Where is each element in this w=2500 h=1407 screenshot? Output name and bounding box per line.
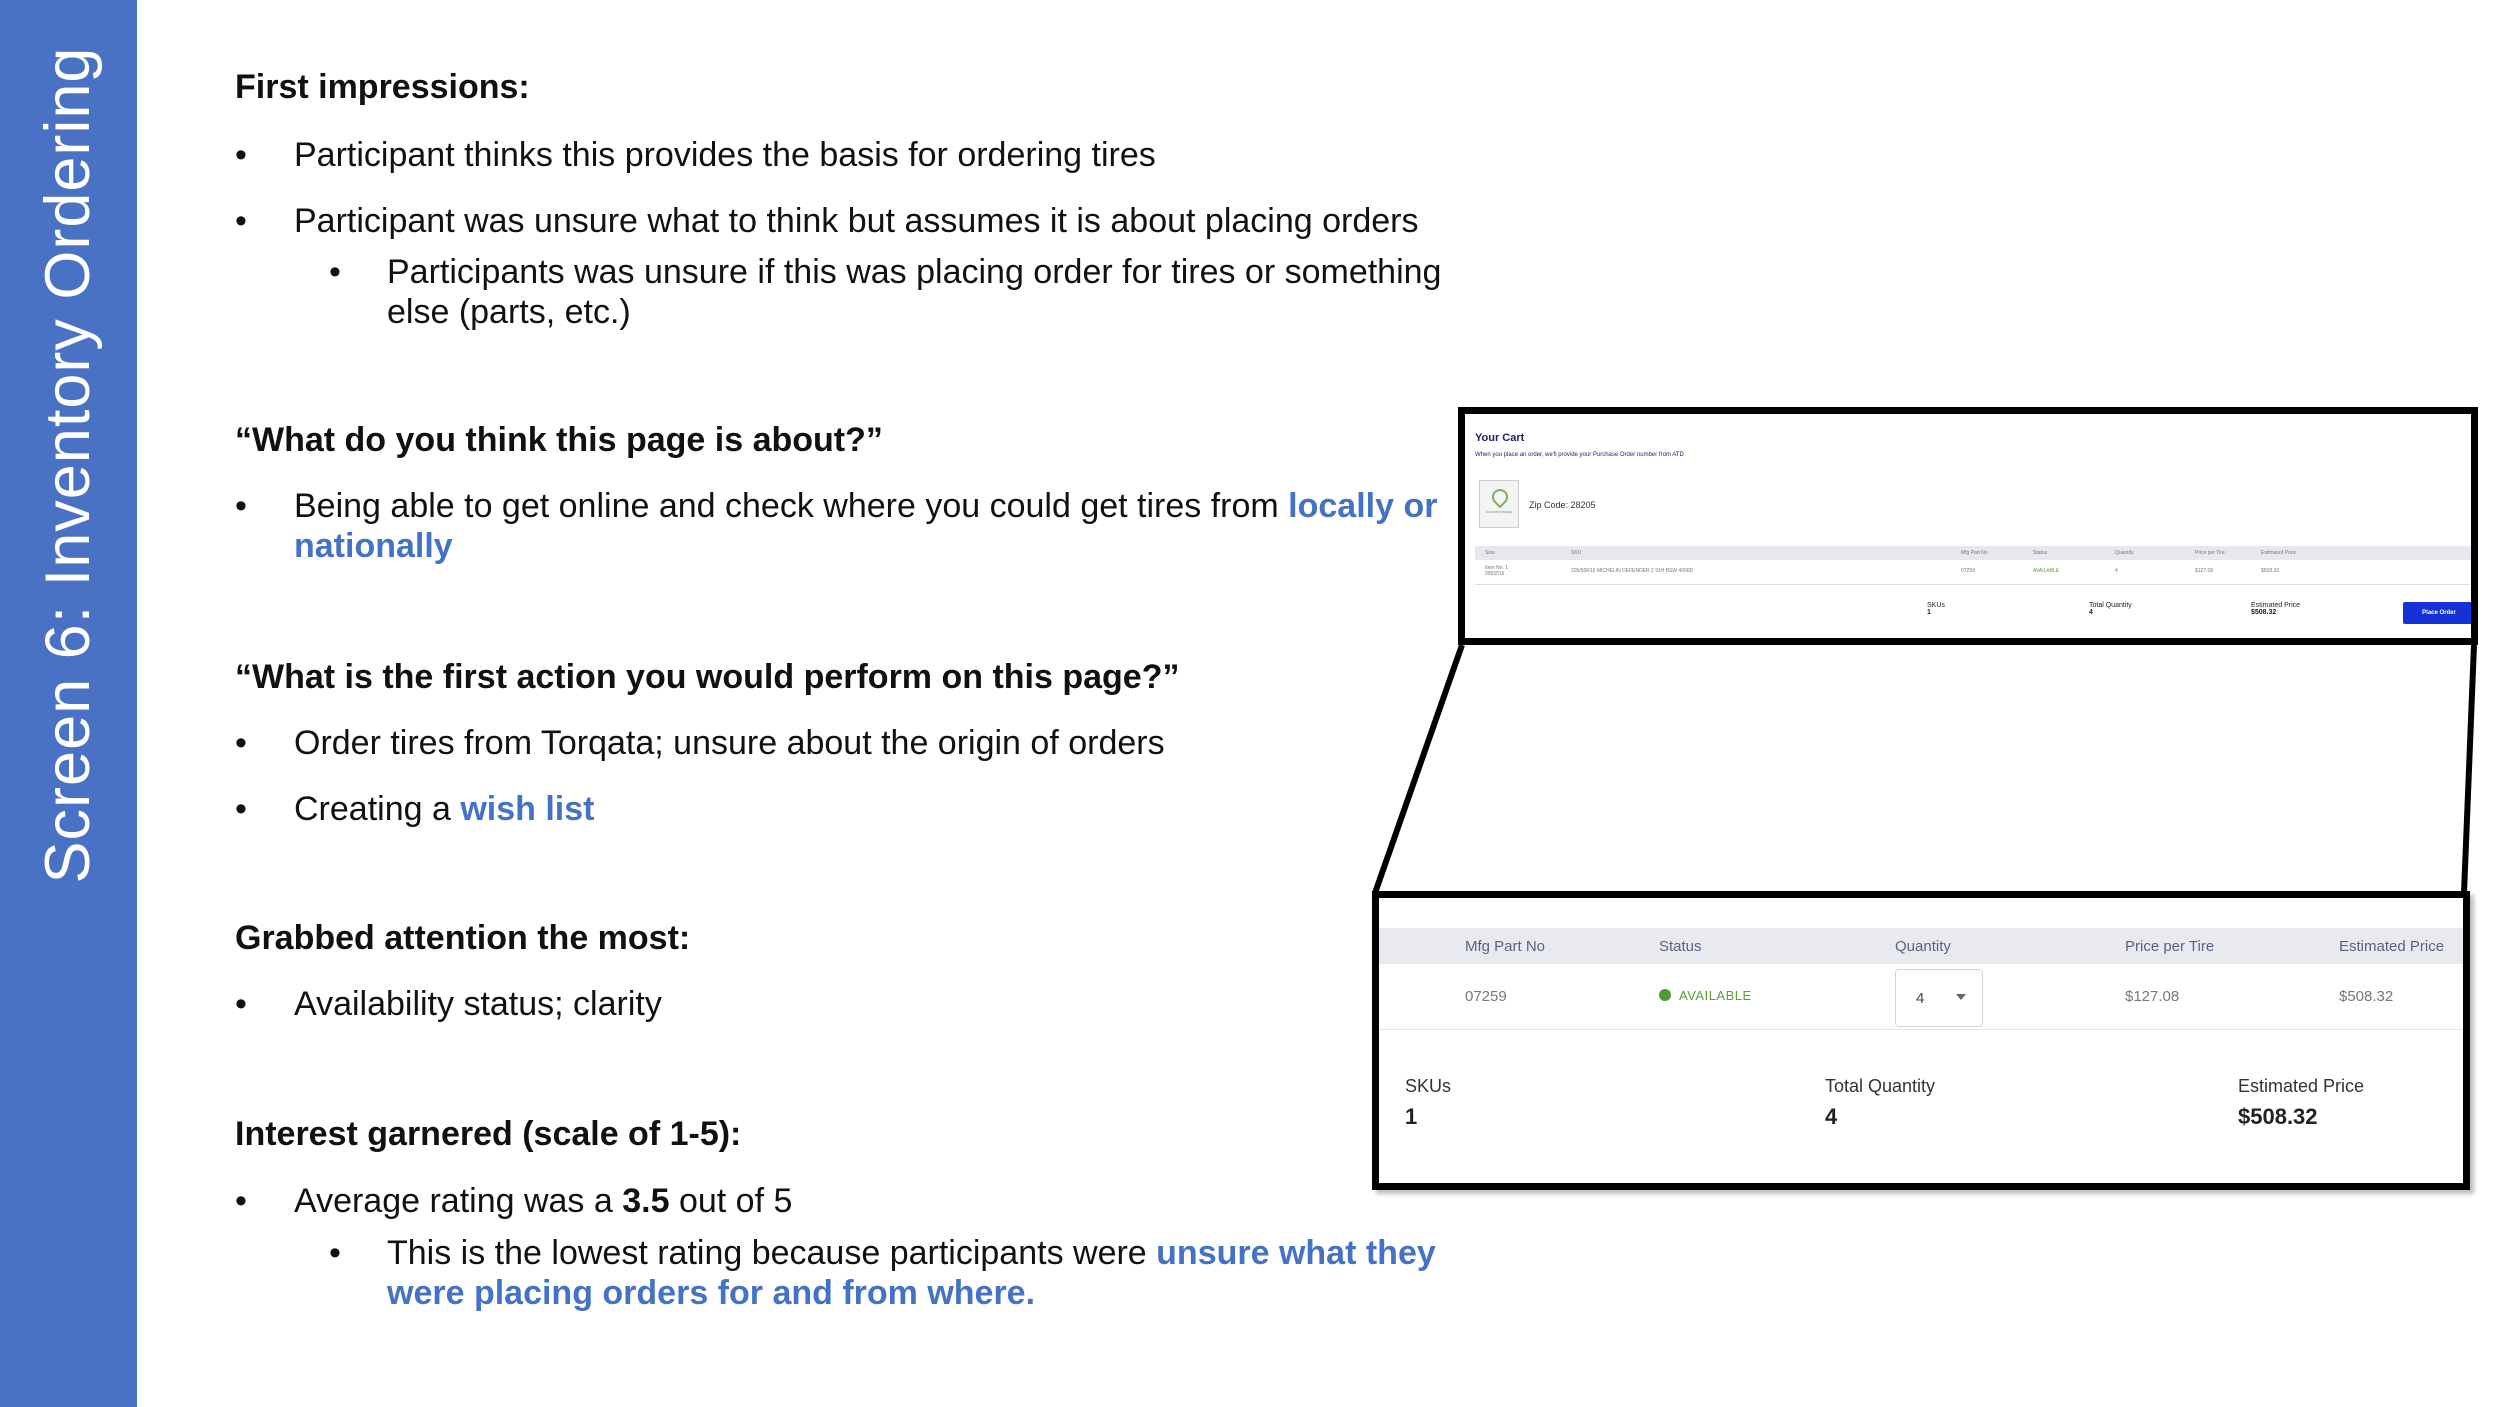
bullet-text-plain: out of 5 [669, 1182, 793, 1220]
quantity-select [1895, 969, 1983, 1027]
summary-label: SKUs [1927, 602, 1945, 609]
interest-heading: Interest garnered (scale of 1-5): [235, 1115, 742, 1153]
place-order-button: Place Order [2403, 602, 2475, 624]
bullet-text [387, 1233, 1447, 1313]
store-label: In-store pickup [1485, 509, 1513, 514]
bullet-glyph: • [235, 724, 247, 762]
column-header: Price per Tire [2195, 550, 2225, 556]
status-badge [1659, 988, 1752, 1003]
summary-value: 4 [2089, 609, 2093, 616]
sidebar [0, 0, 137, 1407]
column-header: Quantity [2115, 550, 2134, 556]
slide-title: Screen 6: Inventory Ordering [33, 46, 103, 884]
location-pin-icon [1489, 486, 1512, 509]
table-header [1475, 546, 2473, 560]
column-header: Estimated Price [2261, 550, 2297, 556]
bullet-glyph: • [235, 487, 247, 525]
bullet-glyph: • [235, 202, 247, 240]
highlight-text: wish list [460, 790, 595, 828]
bullet-text-plain: Being able to get online and check where you could get tires from [294, 487, 1289, 525]
bullet-text: Participant thinks this provides the basis for ordering tires [294, 136, 1156, 174]
summary-label: Total Quantity [2089, 602, 2132, 609]
first-impressions-heading: First impressions: [235, 68, 530, 106]
column-header: Estimated Price [2339, 938, 2445, 955]
column-header: Mfg Part No [1961, 550, 1988, 556]
cart-screenshot [1458, 407, 2478, 645]
summary-value: 1 [1927, 609, 1931, 616]
connector-line-right [2464, 645, 2474, 893]
skus-summary [1927, 602, 1945, 616]
chevron-down-icon [1956, 994, 1966, 1000]
bullet-text [294, 1181, 1444, 1221]
cart-title: Your Cart [1475, 432, 1525, 444]
quantity-value: 4 [1916, 990, 1925, 1007]
bullet-text-plain: Average rating was a [294, 1182, 623, 1220]
highlight-text: unsure what they were placing orders for and from where. [387, 1234, 1436, 1312]
bullet-glyph: • [329, 1234, 341, 1272]
table-header [1379, 928, 2463, 964]
table-row [1379, 964, 2463, 1030]
bullet-glyph: • [235, 985, 247, 1023]
bullet-text: Participants was unsure if this was placing order for tires or something else (parts, etc.) [387, 253, 1442, 331]
column-header: SKU [1571, 550, 1582, 556]
summary-value: 1 [1405, 1104, 1418, 1129]
connector-line-left [1375, 645, 1462, 893]
quantity-summary [2089, 602, 2132, 616]
zip-code: Zip Code: 28205 [1529, 500, 1596, 510]
highlight-text: locally or nationally [294, 487, 1438, 565]
status-text: AVAILABLE [1679, 988, 1752, 1003]
summary-label: SKUs [1405, 1076, 1452, 1096]
table-cell: $127.08 [2125, 988, 2180, 1005]
first-action-heading: “What is the first action you would perform on this page?” [235, 658, 1180, 696]
bullet-glyph: • [235, 136, 247, 174]
summary-value: $508.32 [2251, 609, 2277, 616]
bullet-text: Order tires from Torqata; unsure about the origin of orders [294, 724, 1165, 762]
rating-value: 3.5 [622, 1182, 670, 1220]
bullet-glyph: • [235, 790, 247, 828]
bullet-text: Participant was unsure what to think but assumes it is about placing orders [294, 202, 1419, 240]
bullet-text-plain: Creating a [294, 790, 461, 828]
column-header: Status [2033, 550, 2048, 556]
cart-subtitle: When you place an order, we'll provide your Purchase Order number from ATD [1475, 452, 1684, 458]
table-cell: $127.08 [2195, 568, 2214, 574]
summary-label: Total Quantity [1825, 1076, 1936, 1096]
about-heading: “What do you think this page is about?” [235, 421, 883, 459]
column-header: Quantity [1895, 938, 1951, 955]
summary-value: 4 [1825, 1104, 1838, 1129]
table-cell: 07259 [1465, 988, 1507, 1005]
table-cell: 07259 [1961, 568, 1975, 574]
price-summary [2251, 602, 2300, 616]
column-header: Price per Tire [2125, 938, 2215, 955]
table-cell: $508.32 [2261, 568, 2280, 574]
bullet-text: Availability status; clarity [294, 985, 662, 1023]
status-dot-icon [1659, 989, 1671, 1001]
store-card [1479, 480, 1519, 528]
column-header: Mfg Part No [1465, 938, 1546, 955]
bullet-text [294, 789, 1444, 829]
bullet-text [294, 486, 1444, 566]
bullet-glyph: • [329, 253, 341, 291]
bullet-glyph: • [235, 1182, 247, 1220]
table-cell: $508.32 [2339, 988, 2394, 1005]
summary-label: Estimated Price [2251, 602, 2301, 609]
status-badge: AVAILABLE [2033, 568, 2060, 574]
table-cell: 205/55R16 MICHELIN DEFENDER 2 91H BSW 4000D [1571, 568, 1694, 574]
table-cell: 4 [2115, 568, 2118, 574]
cart-zoom-screenshot [1372, 891, 2470, 1190]
bullet-text-plain: This is the lowest rating because participants were [387, 1234, 1157, 1272]
column-header: Status [1659, 938, 1702, 955]
attention-heading: Grabbed attention the most: [235, 919, 691, 957]
summary-label: Estimated Price [2238, 1076, 2365, 1096]
table-row [1475, 560, 2473, 585]
summary-value: $508.32 [2238, 1104, 2318, 1129]
column-header: Size [1485, 550, 1495, 556]
table-cell: Item No. 1 2055516 [1485, 565, 1509, 577]
